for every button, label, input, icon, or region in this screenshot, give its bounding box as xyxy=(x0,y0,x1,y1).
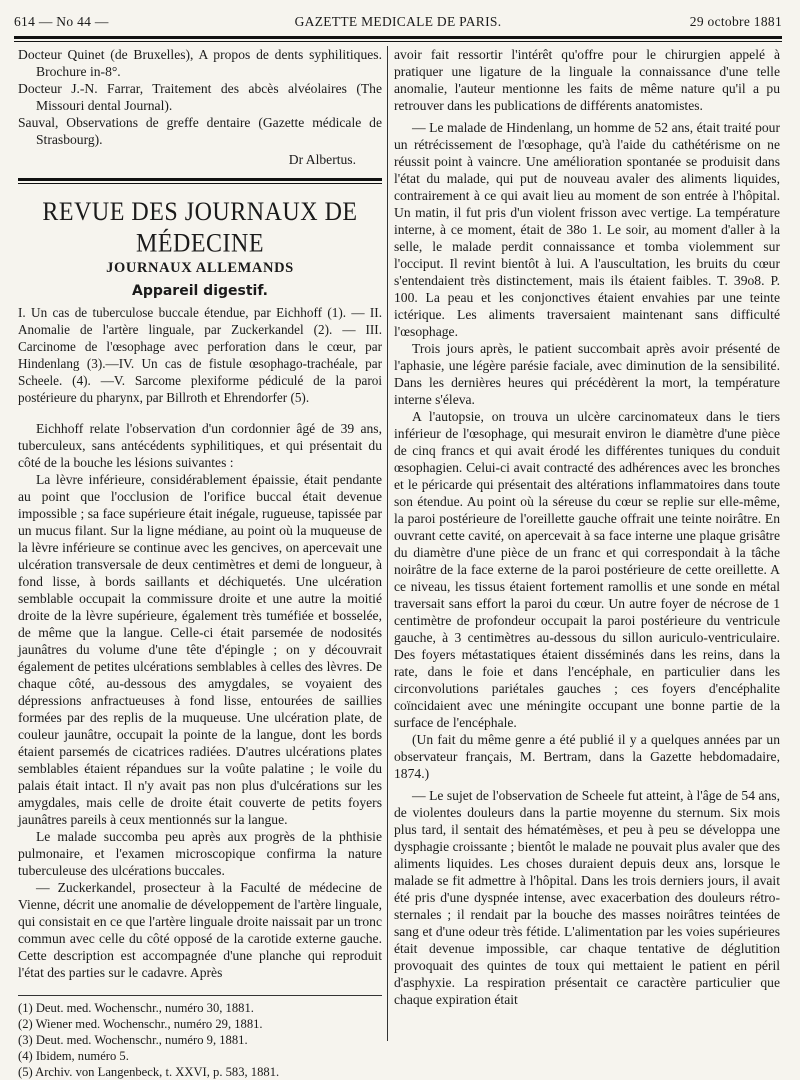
article-paragraph: Eichhoff relate l'observation d'un cordonnier âgé de 39 ans, tuberculeux, sans antécédents syphilitiques, et qui présentait du côté de la bouche les lésions suivantes : xyxy=(18,421,382,470)
article-paragraph: avoir fait ressortir l'intérêt qu'offre pour le chirurgien appelé à pratiquer une ligature de la linguale la connaissance d'une telle anomalie, l'auteur mentionne les faits de même nature qu'il a pu retrouver dans les publications de différents anatomistes. xyxy=(394,47,780,113)
article-paragraph: La lèvre inférieure, considérablement épaissie, était pendante au point que l'occlusion de l'orifice buccal était devenue impossible ; sa face supérieure était inégale, rugueuse, tapissée par un mucus filant. Sur la ligne médiane, au point où la muqueuse de la lèvre inférieure se continue avec les gencives, on apercevait une ulcération transversale de deux centimètres et demi de longueur, à fond lisse, à bords saillants et déchiquetés. Une ulcération semblable occupait la commissure droite et une autre la moitié droite de la lèvre supérieure, également très tuméfiée et bosselée, de même que la langue. Celle-ci était parsemée de nodosités jaunâtres du volume d'une tête d'épingle ; on y découvrait également de petites ulcérations semblables à celles des lèvres. De chaque côté, au-dessous des amygdales, se voyaient des dépressions anfractueuses à fond lisse, entourées de saillies formées par des replis de la muqueuse. Une ulcération plate, de couleur jaunâtre, occupait la pointe de la langue, dont les bords étaient parsemés de cicatrices radiées. D'autres ulcérations plates semblables étaient répandues sur la voûte palatine ; le voile du palais était intact. Il n'y avait pas non plus d'ulcérations sur les amygdales, mais celle de droite était couverte de petits foyers jaunâtres pareils à ceux mentionnés sur la langue. xyxy=(18,472,382,827)
author-signature: Dr Albertus. xyxy=(288,152,356,167)
subsection-heading: Appareil digestif. xyxy=(131,283,268,299)
article-paragraph: Le malade succomba peu après aux progrès de la phthisie pulmonaire, et l'examen microscopique confirma la nature tuberculeuse des ulcérations buccales. xyxy=(18,829,382,878)
footnote-3: (3) Deut. med. Wochenschr., numéro 9, 1881. xyxy=(18,1033,248,1047)
footnote-rule xyxy=(18,995,382,996)
page-number: 614 — No 44 — xyxy=(14,14,109,29)
article-paragraph: — Zuckerkandel, prosecteur à la Faculté de médecine de Vienne, décrit une anomalie de développement de l'artère linguale, qui consistait en ce que l'artère linguale droite naissait par un tronc commun avec celle du côté opposé de la carotide externe gauche. Cette description est accompagnée d'une planche qui reproduit l'état des parties sur le cadavre. Après xyxy=(18,880,382,980)
article-paragraph: Trois jours après, le patient succombait après avoir présenté de l'aphasie, une légère parésie faciale, avec diminution de la sensibilité. Dans les dernières heures qui précédèrent la mort, la température interne s'éleva. xyxy=(394,341,780,407)
right-column xyxy=(394,46,780,1041)
header-rule-thick xyxy=(14,36,782,39)
footnote-1: (1) Deut. med. Wochenschr., numéro 30, 1881. xyxy=(18,1001,254,1015)
contents-list: I. Un cas de tuberculose buccale étendue, par Eichhoff (1). — II. Anomalie de l'artère linguale, par Zuckerkandel (2). — III. Carcinome de l'œsophage avec perforation dans le cœur, par Hindenlang (3).—IV. Un cas de fistule œsophago-trachéale, par Scheele. (4). —V. Sarcome plexiforme pédiculé de la paroi postérieure du pharynx, par Billroth et Ehrendorfer (5). xyxy=(18,305,382,405)
article-paragraph: — Le malade de Hindenlang, un homme de 52 ans, était traité pour un rétrécissement de l'œsophage, qu'à l'aide du cathétérisme on ne réussit point à vaincre. Une amélioration spontanée se produisit dans l'état du malade, qui put de nouveau avaler des aliments liquides, contrairement à ce qui avait lieu au moment de son entrée à l'hôpital. Un matin, il fut pris d'un violent frisson avec vertige. La température interne, à ce moment, était de 38o 1. Le soir, au moment d'aller à la selle, le malade perdit connaissance et tomba violemment sur l'occiput. Il revint bientôt à lui. A l'auscultation, les bruits du cœur s'entendaient très distinctement, mais ils étaient faibles. T. 39o8. P. 100. La peau et les conjonctives étaient envahies par une teinte ictérique. Les aliments traversaient maintenant sans difficulté l'œsophage. xyxy=(394,120,780,339)
section-divider xyxy=(18,178,382,184)
article-paragraph: — Le sujet de l'observation de Scheele fut atteint, à l'âge de 54 ans, de violentes douleurs dans la partie moyenne du sternum. Six mois plus tard, il sentait des hématémèses, et peu à peu se développa une dysphagie croissante ; bientôt le malade ne pouvait plus avaler que des aliments liquides. Les choses duraient depuis deux ans, lorsque le malade se fit admettre à l'hôpital. Dans les trois derniers jours, il avait été pris d'une dyspnée intense, avec exacerbation des douleurs rétro-sternales ; il rendait par la bouche des masses noirâtres teintées de sang et d'une odeur très fétide. L'alimentation par les voies supérieures était devenue impossible, car chaque tentative de déglutition provoquait des quintes de toux qui mettaient le patient en péril d'asphyxie. La respiration présentait ce caractère particulier que chaque expiration était xyxy=(394,788,780,1007)
section-title: REVUE DES JOURNAUX DE MÉDECINE xyxy=(42,197,358,259)
footnote-4: (4) Ibidem, numéro 5. xyxy=(18,1049,129,1063)
header-rule-thin xyxy=(14,41,782,42)
footnote-2: (2) Wiener med. Wochenschr., numéro 29, 1881. xyxy=(18,1017,263,1031)
issue-date: 29 octobre 1881 xyxy=(689,14,782,29)
reference-farrar: Docteur J.-N. Farrar, Traitement des abcès alvéolaires (The Missouri dental Journal). xyxy=(18,81,382,113)
section-subtitle: JOURNAUX ALLEMANDS xyxy=(106,260,294,276)
article-paragraph: A l'autopsie, on trouva un ulcère carcinomateux dans le tiers inférieur de l'œsophage, qui mesurait environ le diamètre d'une pièce de cinq francs et qui avait érodé les différentes tuniques du conduit œsophagien. Celui-ci avait contracté des adhérences avec les bronches et le péricarde qui présentait des altérations inflammatoires dans toute son étendue. Au point où la séreuse du cœur se replie sur elle-même, la paroi postérieure de l'oreillette gauche offrait une teinte noirâtre. En ouvrant cette cavité, on apercevait à sa face interne une plaque grisâtre du diamètre d'une pièce de un franc et qui correspondait à la tâche noirâtre de la face externe de la paroi postérieure de cette oreillette. A ce niveau, les tissus étaient fortement ramollis et une sonde en métal traversait sans effort la paroi du cœur. Un autre foyer de nécrose de 1 centimètre de profondeur occupait la paroi postérieure du ventricule gauche, à 3 centimètres au-dessous du sillon auriculo-ventriculaire. Des foyers métastatiques étaient disséminés dans les reins, dans la rate, dans le foie et dans l'encéphale, en particulier dans les circonvolutions pariétales gauches ; ces foyers d'encéphalite coïncidaient avec une méningite occupant une bonne partie de la surface de l'encéphale. xyxy=(394,409,780,730)
footnotes xyxy=(18,1000,382,1080)
footnote-5: (5) Archiv. von Langenbeck, t. XXVI, p. 583, 1881. xyxy=(18,1065,280,1079)
column-divider xyxy=(387,46,388,1041)
article-paragraph: (Un fait du même genre a été publié il y a quelques années par un observateur français, M. Bertram, dans la Gazette hebdomadaire, 1874.) xyxy=(394,732,780,781)
left-column xyxy=(18,46,382,1079)
reference-quinet: Docteur Quinet (de Bruxelles), A propos de dents syphilitiques. Brochure in-8°. xyxy=(18,47,382,79)
page-header xyxy=(14,10,782,32)
reference-sauval: Sauval, Observations de greffe dentaire (Gazette médicale de Strasbourg). xyxy=(18,115,382,147)
journal-title: GAZETTE MEDICALE DE PARIS. xyxy=(294,14,502,29)
